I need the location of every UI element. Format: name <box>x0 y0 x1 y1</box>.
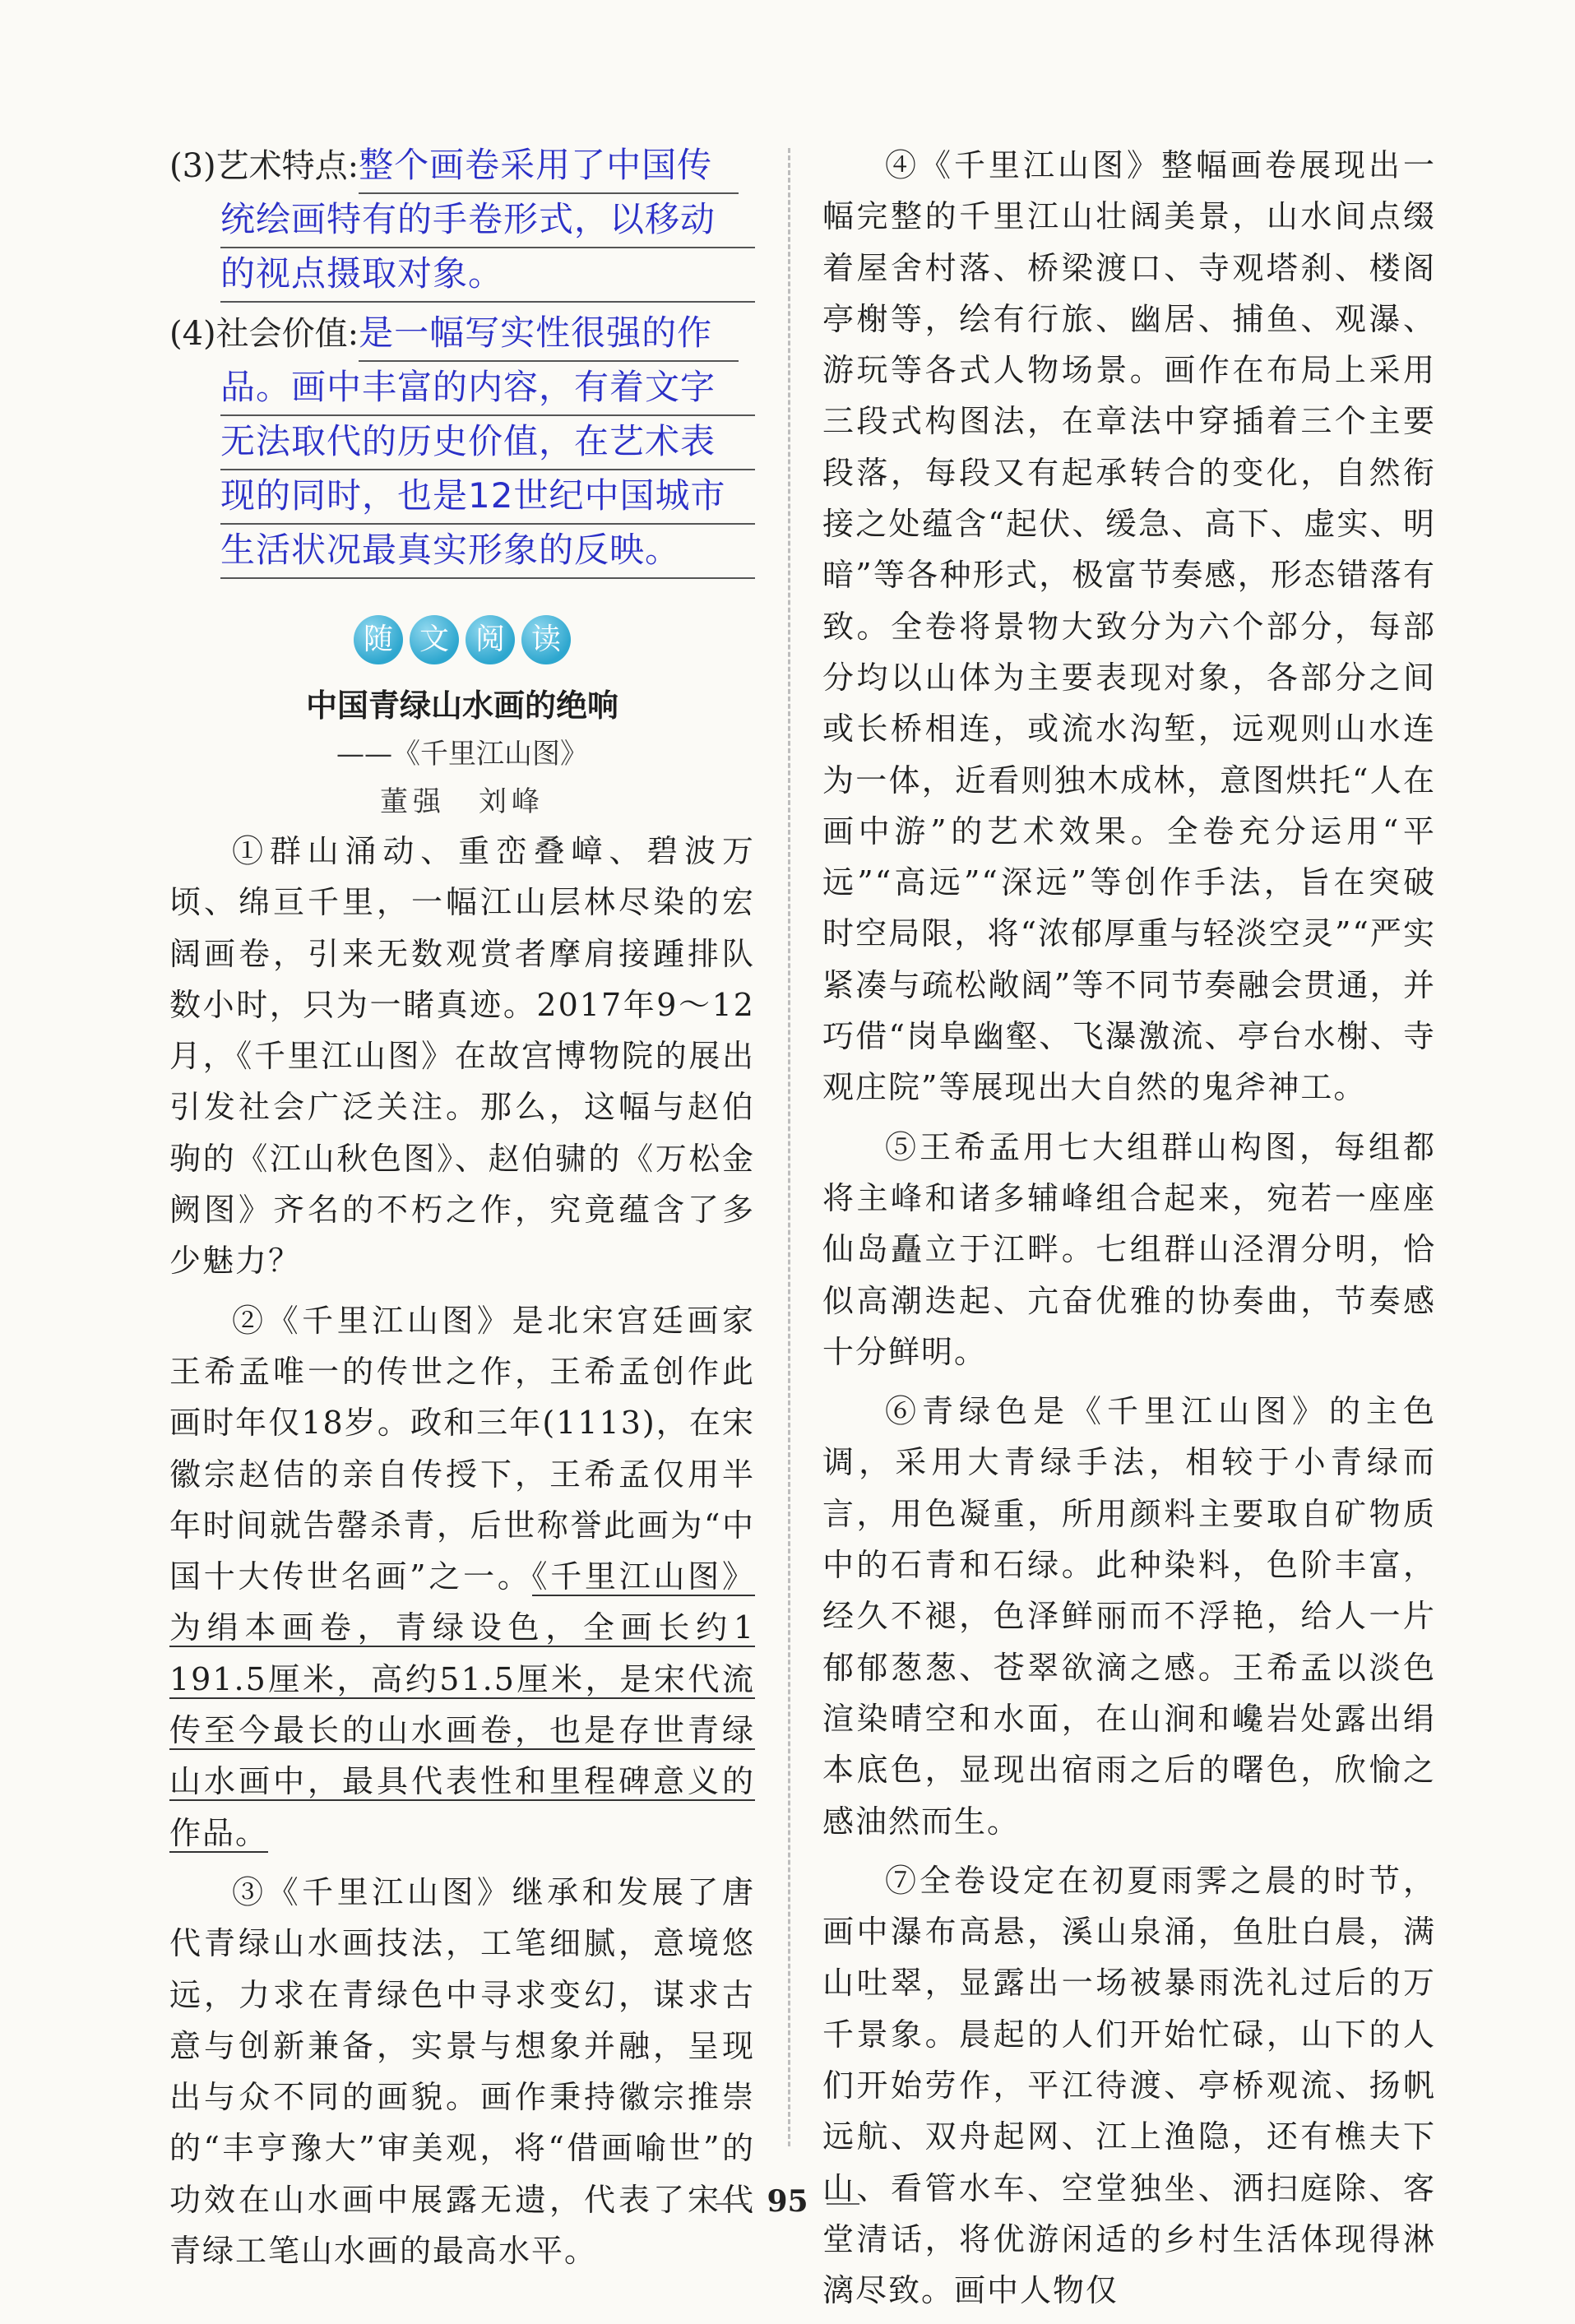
underlined-sentence: 《千里江山图》为绢本画卷，青绿设色，全画长约1 191.5厘米，高约51.5厘米，是宋代流传至今最长的山水画卷，也是存世青绿山水画中，最具代表性和里程碑意义的作品。 <box>169 1558 755 1851</box>
article-title: 中国青绿山水画的绝响 <box>305 687 618 724</box>
right-column <box>822 140 1436 2324</box>
paragraph-7: ⑦全卷设定在初夏雨霁之晨的时节，画中瀑布高悬，溪山泉涌，鱼肚白晨，满山吐翠，显露出一场被暴雨洗礼过后的万千景象。晨起的人们开始忙碌，山下的人们开始劳作，平江待渡、亭桥观流、扬帆远航、双舟起网、江上渔隐，还有樵夫下山、看管水车、空堂独坐、洒扫庭除、客堂清话，将优游闲适的乡村生活体现得淋漓尽致。画中人物仅 <box>822 1862 1436 2309</box>
article-subtitle: ——《千里江山图》 <box>336 738 588 771</box>
paragraph-1: ①群山涌动、重峦叠嶂、碧波万顷、绵亘千里，一幅江山层林尽染的宏阔画卷，引来无数观赏者摩肩接踵排队数小时，只为一睹真迹。2017年9～12月，《千里江山图》在故宫博物院的展出引发社会广泛关注。那么，这幅与赵伯驹的《江山秋色图》、赵伯骕的《万松金阙图》齐名的不朽之作，究竟蕴含了多少魅力？ <box>169 833 755 1280</box>
handwritten-answer-line: 品。画中丰富的内容，有着文字 <box>220 362 755 416</box>
handwritten-answer-line: 整个画卷采用了中国传 <box>359 140 739 194</box>
paragraph-3: ③《千里江山图》继承和发展了唐代青绿山水画技法，工笔细腻，意境悠远，力求在青绿色中寻求变幻，谋求古意与创新兼备，实景与想象并融，呈现出与众不同的画貌。画作秉持徽宗推崇的“丰亨豫大”审美观，将“借画喻世”的功效在山水画中展露无遗，代表了宋代青绿工笔山水画的最高水平。 <box>169 1873 755 2270</box>
paragraph-2-text: ②《千里江山图》是北宋宫廷画家王希孟唯一的传世之作，王希孟创作此画时年仅18岁。政和三年(1113)，在宋徽宗赵佶的亲自传授下，王希孟仅用半年时间就告罄杀青，后世称誉此画为“中国十大传世名画”之一。 <box>169 1302 755 1595</box>
banner-badge: 读 <box>521 615 571 664</box>
question-art-features <box>169 140 755 303</box>
paragraph-6: ⑥青绿色是《千里江山图》的主色调，采用大青绿手法，相较于小青绿而言，用色凝重，所用颜料主要取自矿物质中的石青和石绿。此种染料，色阶丰富，经久不褪，色泽鲜丽而不浮艳，给人一片郁郁葱葱、苍翠欲滴之感。王希孟以淡色渲染晴空和水面，在山涧和巉岩处露出绢本底色，显现出宿雨之后的曙色，欣愉之感油然而生。 <box>822 1393 1436 1840</box>
banner-badge: 文 <box>410 615 459 664</box>
handwritten-answer-line: 无法取代的历史价值，在艺术表 <box>220 416 755 470</box>
banner-badge: 阅 <box>466 615 515 664</box>
question-social-value <box>169 308 755 579</box>
article-authors: 董强 刘峰 <box>380 785 544 818</box>
paragraph-2 <box>169 1295 755 1859</box>
handwritten-answer-line: 现的同时，也是12世纪中国城市 <box>220 470 755 525</box>
column-divider <box>788 148 790 2146</box>
page-number: 95 <box>767 2184 808 2219</box>
reading-banner <box>169 615 755 664</box>
handwritten-answer-line: 生活状况最真实形象的反映。 <box>220 525 755 579</box>
footer-dash <box>827 2203 859 2205</box>
handwritten-answer-line: 统绘画特有的手卷形式，以移动 <box>220 194 755 248</box>
footer-dash <box>716 2203 748 2205</box>
handwritten-answer-line: 是一幅写实性很强的作 <box>359 308 739 362</box>
paragraph-5: ⑤王希孟用七大组群山构图，每组都将主峰和诸多辅峰组合起来，宛若一座座仙岛矗立于江畔。七组群山泾渭分明，恰似高潮迭起、亢奋优雅的协奏曲，节奏感十分鲜明。 <box>822 1128 1436 1370</box>
handwritten-answer-line: 的视点摄取对象。 <box>220 248 755 303</box>
left-column <box>169 140 755 2285</box>
question-label: (3)艺术特点: <box>169 147 359 185</box>
question-label: (4)社会价值: <box>169 315 359 353</box>
page-footer <box>0 2184 1575 2219</box>
paragraph-4: ④《千里江山图》整幅画卷展现出一幅完整的千里江山壮阔美景，山水间点缀着屋舍村落、桥梁渡口、寺观塔刹、楼阁亭榭等，绘有行旅、幽居、捕鱼、观瀑、游玩等各式人物场景。画作在布局上采用三段式构图法，在章法中穿插着三个主要段落，每段又有起承转合的变化，自然衔接之处蕴含“起伏、缓急、高下、虚实、明暗”等各种形式，极富节奏感，形态错落有致。全卷将景物大致分为六个部分，每部分均以山体为主要表现对象，各部分之间或长桥相连，或流水沟堑，远观则山水连为一体，近看则独木成林，意图烘托“人在画中游”的艺术效果。全卷充分运用“平远”“高远”“深远”等创作手法，旨在突破时空局限，将“浓郁厚重与轻淡空灵”“严实紧凑与疏松敞阔”等不同节奏融会贯通，并巧借“岗阜幽壑、飞瀑激流、亭台水榭、寺观庄院”等展现出大自然的鬼斧神工。 <box>822 147 1436 1106</box>
banner-badge: 随 <box>354 615 403 664</box>
